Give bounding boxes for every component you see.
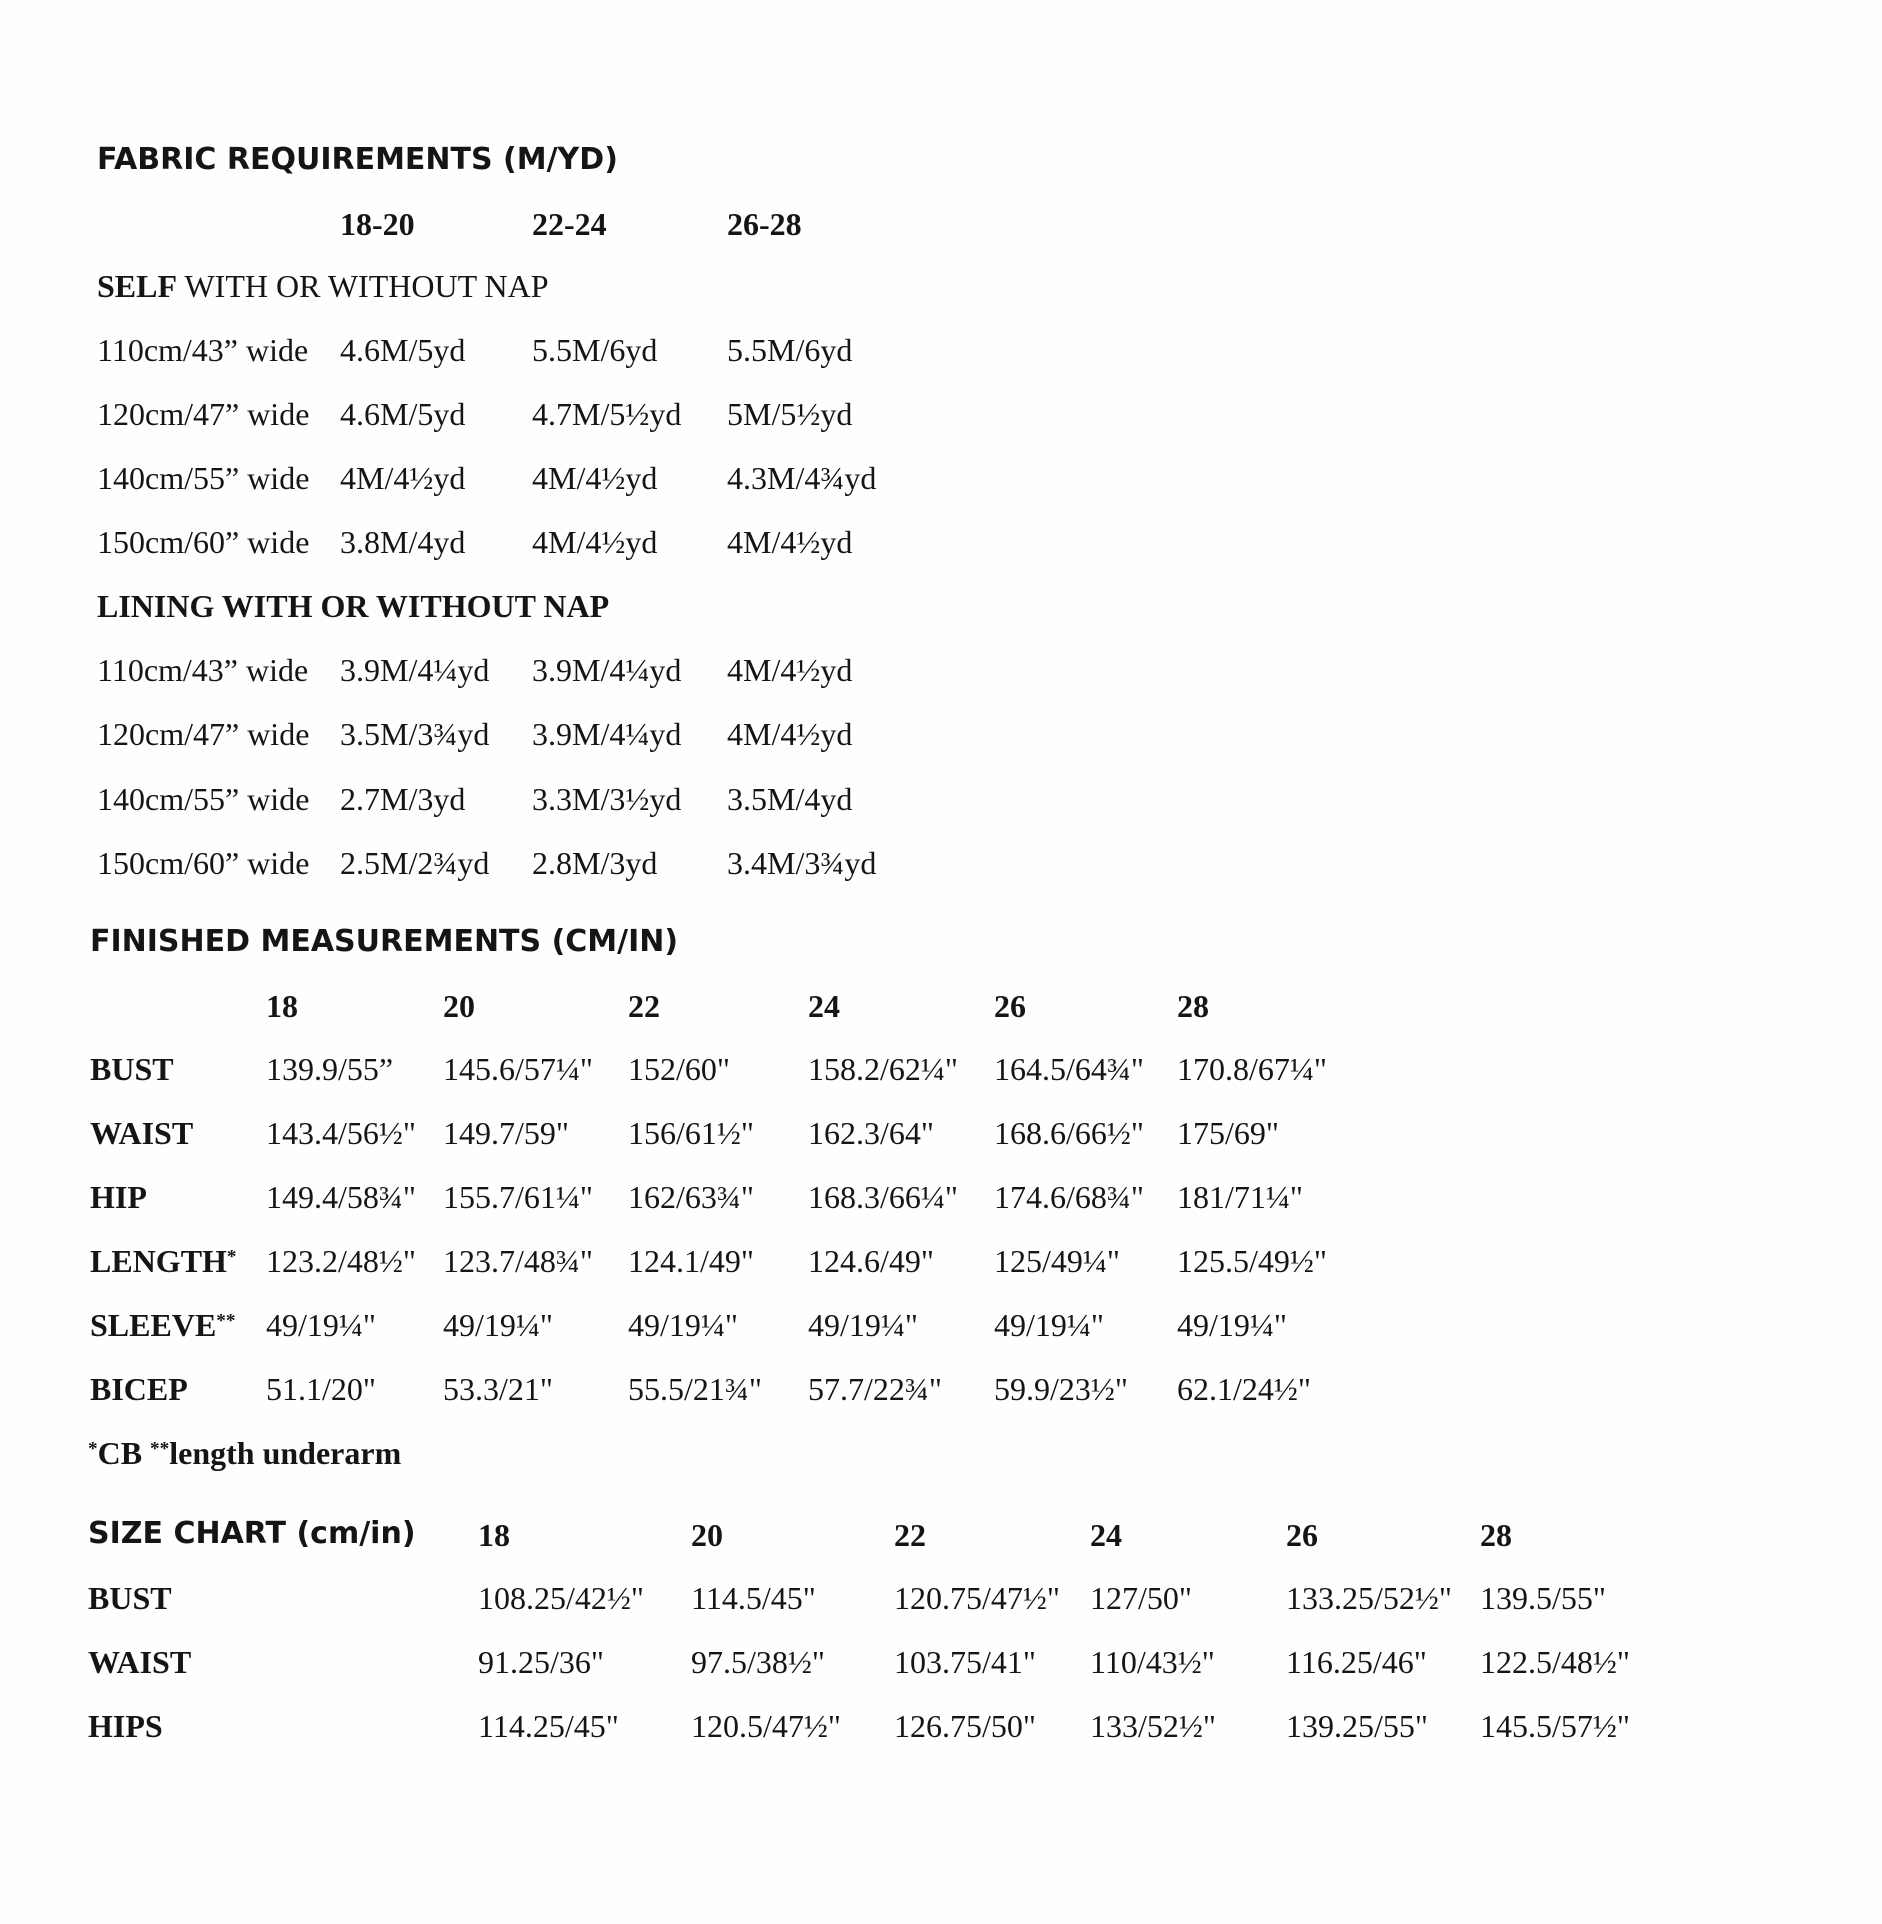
size-chart-cell: 145.5/57½": [1480, 1708, 1630, 1744]
finished-cell: 175/69": [1177, 1115, 1279, 1151]
fabric-size-group-26-28: 26-28: [727, 206, 802, 242]
size-chart-cell: 97.5/38½": [691, 1644, 825, 1680]
finished-cell: 123.7/48¾": [443, 1243, 593, 1279]
finished-cell: 49/19¼": [1177, 1307, 1287, 1343]
size-chart-cell: 120.75/47½": [894, 1580, 1060, 1616]
size-chart-cell: 114.5/45": [691, 1580, 816, 1616]
size-chart-cell: 127/50": [1090, 1580, 1192, 1616]
self-row-width: 120cm/47” wide: [97, 396, 310, 432]
self-row-value: 3.8M/4yd: [340, 524, 466, 560]
lining-row-value: 4M/4½yd: [727, 716, 853, 752]
lining-row-value: 3.3M/3½yd: [532, 781, 682, 817]
finished-row-label: [90, 1181, 147, 1213]
size-chart-cell: 91.25/36": [478, 1644, 604, 1680]
finished-cell: 164.5/64¾": [994, 1051, 1144, 1087]
finished-cell: 49/19¼": [443, 1307, 553, 1343]
finished-size-header: 28: [1177, 988, 1209, 1024]
size-chart-row-label: BUST: [88, 1580, 172, 1616]
finished-cell: 152/60": [628, 1051, 730, 1087]
finished-row-label-text: BUST: [90, 1051, 174, 1087]
finished-measurements-title: FINISHED MEASUREMENTS (CM/IN): [90, 924, 679, 959]
finished-row-label: [90, 1373, 188, 1405]
finished-row-label: [90, 1117, 193, 1149]
self-row-value: 5.5M/6yd: [532, 332, 658, 368]
finished-cell: 125.5/49½": [1177, 1243, 1327, 1279]
finished-cell: 62.1/24½": [1177, 1371, 1311, 1407]
lining-row-value: 4M/4½yd: [727, 652, 853, 688]
finished-row-label-mark: **: [216, 1310, 236, 1332]
self-row-width: 140cm/55” wide: [97, 460, 310, 496]
finished-row-label-mark: *: [226, 1246, 237, 1268]
footnote: [88, 1437, 401, 1469]
size-chart-cell: 126.75/50": [894, 1708, 1036, 1744]
size-chart-cell: 120.5/47½": [691, 1708, 841, 1744]
footnote-text: length underarm: [169, 1435, 402, 1471]
size-chart-size-header: 28: [1480, 1517, 1512, 1553]
lining-row-value: 2.7M/3yd: [340, 781, 466, 817]
size-chart-cell: 139.5/55": [1480, 1580, 1606, 1616]
finished-cell: 162/63¾": [628, 1179, 754, 1215]
finished-size-header: 22: [628, 988, 660, 1024]
self-row-value: 4.3M/4¾yd: [727, 460, 877, 496]
finished-cell: 53.3/21": [443, 1371, 553, 1407]
finished-size-header: 20: [443, 988, 475, 1024]
self-row-value: 4M/4½yd: [532, 460, 658, 496]
finished-cell: 59.9/23½": [994, 1371, 1128, 1407]
finished-cell: 149.4/58¾": [266, 1179, 416, 1215]
finished-row-label: [90, 1245, 237, 1277]
lining-row-value: 3.9M/4¼yd: [532, 716, 682, 752]
size-chart-cell: 116.25/46": [1286, 1644, 1427, 1680]
footnote-star: *: [88, 1438, 98, 1460]
finished-row-label: [90, 1053, 174, 1085]
lining-section-heading: LINING WITH OR WITHOUT NAP: [97, 588, 610, 624]
self-row-value: 5.5M/6yd: [727, 332, 853, 368]
finished-cell: 158.2/62¼": [808, 1051, 958, 1087]
finished-cell: 174.6/68¾": [994, 1179, 1144, 1215]
size-chart-cell: 114.25/45": [478, 1708, 619, 1744]
self-label-rest: WITH OR WITHOUT NAP: [184, 268, 549, 304]
fabric-size-group-22-24: 22-24: [532, 206, 607, 242]
finished-cell: 49/19¼": [808, 1307, 918, 1343]
finished-cell: 162.3/64": [808, 1115, 934, 1151]
lining-row-width: 140cm/55” wide: [97, 781, 310, 817]
size-chart-cell: 133/52½": [1090, 1708, 1216, 1744]
size-chart-size-header: 22: [894, 1517, 926, 1553]
lining-row-value: 2.8M/3yd: [532, 845, 658, 881]
finished-cell: 149.7/59": [443, 1115, 569, 1151]
finished-cell: 123.2/48½": [266, 1243, 416, 1279]
size-chart-size-header: 24: [1090, 1517, 1122, 1553]
fabric-requirements-title: FABRIC REQUIREMENTS (M/YD): [97, 142, 618, 177]
footnote-cb: CB: [97, 1435, 151, 1471]
finished-cell: 49/19¼": [628, 1307, 738, 1343]
self-row-width: 150cm/60” wide: [97, 524, 310, 560]
finished-cell: 156/61½": [628, 1115, 754, 1151]
self-row-value: 4M/4½yd: [727, 524, 853, 560]
size-chart-size-header: 18: [478, 1517, 510, 1553]
finished-cell: 139.9/55”: [266, 1051, 394, 1087]
lining-row-value: 2.5M/2¾yd: [340, 845, 490, 881]
size-chart-cell: 110/43½": [1090, 1644, 1215, 1680]
finished-size-header: 24: [808, 988, 840, 1024]
size-chart-cell: 139.25/55": [1286, 1708, 1428, 1744]
finished-cell: 124.1/49": [628, 1243, 754, 1279]
footnote-double-star: **: [150, 1438, 170, 1460]
self-row-value: 4.6M/5yd: [340, 332, 466, 368]
self-row-value: 4M/4½yd: [532, 524, 658, 560]
finished-row-label-text: SLEEVE: [90, 1307, 217, 1343]
lining-row-width: 150cm/60” wide: [97, 845, 310, 881]
finished-cell: 57.7/22¾": [808, 1371, 942, 1407]
finished-cell: 49/19¼": [266, 1307, 376, 1343]
finished-row-label-text: BICEP: [90, 1371, 188, 1407]
self-row-value: 4M/4½yd: [340, 460, 466, 496]
size-chart-cell: 108.25/42½": [478, 1580, 644, 1616]
size-chart-row-label: HIPS: [88, 1708, 163, 1744]
size-chart-cell: 133.25/52½": [1286, 1580, 1452, 1616]
finished-cell: 168.3/66¼": [808, 1179, 958, 1215]
lining-row-value: 3.5M/4yd: [727, 781, 853, 817]
finished-cell: 124.6/49": [808, 1243, 934, 1279]
lining-row-value: 3.9M/4¼yd: [340, 652, 490, 688]
finished-cell: 143.4/56½": [266, 1115, 416, 1151]
lining-row-width: 110cm/43” wide: [97, 652, 309, 688]
finished-cell: 55.5/21¾": [628, 1371, 762, 1407]
finished-row-label-text: LENGTH: [90, 1243, 227, 1279]
size-chart-cell: 103.75/41": [894, 1644, 1036, 1680]
size-chart-row-label: WAIST: [88, 1644, 192, 1680]
lining-row-value: 3.4M/3¾yd: [727, 845, 877, 881]
self-row-value: 4.6M/5yd: [340, 396, 466, 432]
size-chart-size-header: 20: [691, 1517, 723, 1553]
finished-cell: 125/49¼": [994, 1243, 1120, 1279]
lining-row-value: 3.9M/4¼yd: [532, 652, 682, 688]
fabric-size-group-18-20: 18-20: [340, 206, 415, 242]
finished-size-header: 26: [994, 988, 1026, 1024]
finished-cell: 155.7/61¼": [443, 1179, 593, 1215]
finished-cell: 51.1/20": [266, 1371, 376, 1407]
size-chart-size-header: 26: [1286, 1517, 1318, 1553]
finished-row-label-text: WAIST: [90, 1115, 194, 1151]
self-row-value: 5M/5½yd: [727, 396, 853, 432]
finished-cell: 170.8/67¼": [1177, 1051, 1327, 1087]
finished-cell: 168.6/66½": [994, 1115, 1144, 1151]
lining-row-width: 120cm/47” wide: [97, 716, 310, 752]
self-row-value: 4.7M/5½yd: [532, 396, 682, 432]
finished-size-header: 18: [266, 988, 298, 1024]
size-chart-title: SIZE CHART (cm/in): [88, 1516, 416, 1551]
finished-row-label-text: HIP: [90, 1179, 147, 1215]
self-row-width: 110cm/43” wide: [97, 332, 309, 368]
size-chart-cell: 122.5/48½": [1480, 1644, 1630, 1680]
self-section-heading: [97, 270, 549, 302]
self-label: SELF: [97, 268, 178, 304]
finished-cell: 49/19¼": [994, 1307, 1104, 1343]
lining-row-value: 3.5M/3¾yd: [340, 716, 490, 752]
finished-cell: 145.6/57¼": [443, 1051, 593, 1087]
finished-row-label: [90, 1309, 235, 1341]
finished-cell: 181/71¼": [1177, 1179, 1303, 1215]
